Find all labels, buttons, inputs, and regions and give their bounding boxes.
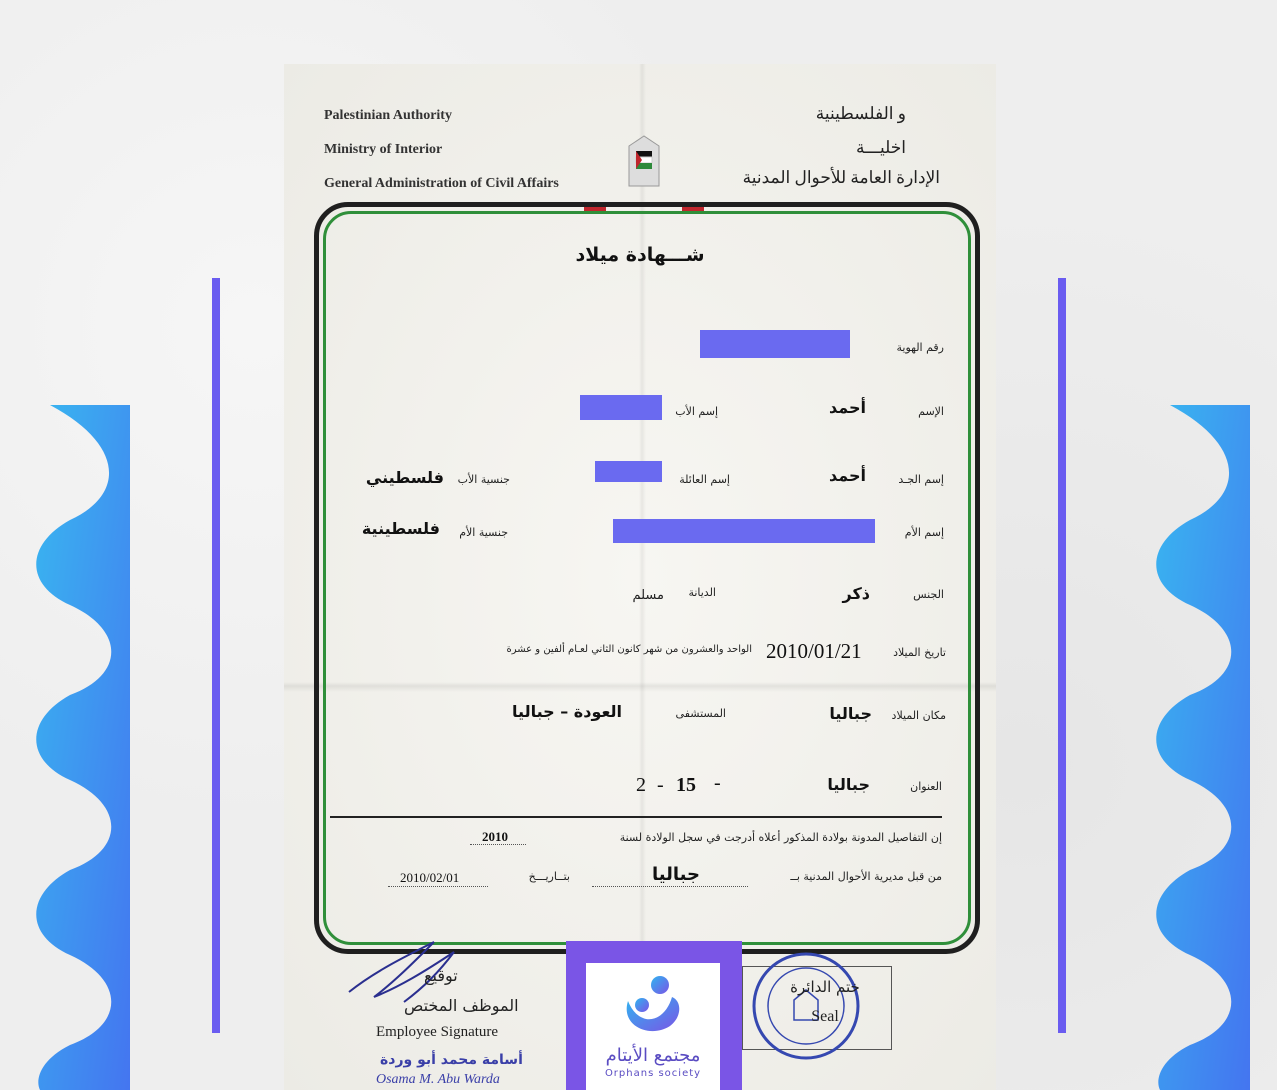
address-dash-2: -: [657, 774, 664, 796]
address-label: العنوان: [910, 780, 942, 793]
address-number-1: 15: [676, 774, 696, 796]
dob-value: 2010/01/21: [766, 639, 862, 663]
signature-en-label: Employee Signature: [376, 1024, 499, 1040]
id-redaction: [700, 330, 850, 358]
signature-ar-label: توقيع: [424, 966, 458, 985]
pob-label: مكان الميلاد: [891, 709, 946, 722]
seal-en-label: Seal: [811, 1008, 839, 1025]
signature-name-en: Osama M. Abu Warda: [376, 1072, 500, 1087]
statement-year: 2010: [482, 829, 508, 844]
grandfather-label: إسم الجـد: [898, 473, 944, 486]
left-accent-bar: [212, 278, 220, 1033]
mother-nat-label: جنسية الأم: [459, 526, 508, 539]
pob-value: جباليا: [829, 704, 872, 723]
father-redaction: [580, 395, 662, 420]
family-label: إسم العائلة: [679, 473, 730, 486]
header-en-line3: General Administration of Civil Affairs: [324, 176, 559, 191]
address-dash-1: -: [714, 772, 721, 794]
grandfather-value: أحمد: [829, 466, 866, 485]
hospital-value: العودة – جباليا: [512, 702, 622, 721]
birth-certificate: [284, 64, 996, 1090]
right-wave-decoration: [1150, 405, 1250, 1090]
father-nat-label: جنسية الأب: [457, 473, 510, 486]
gender-label: الجنس: [913, 588, 944, 601]
date-label: بتــاريـــخ: [528, 870, 570, 883]
religion-label: الديانة: [688, 586, 716, 599]
official-stamp-icon: [750, 950, 862, 1062]
logo-name-en: Orphans society: [604, 1068, 702, 1079]
header-en-line2: Ministry of Interior: [324, 142, 443, 157]
orphans-society-emblem-icon: [620, 971, 686, 1041]
gender-value: ذكر: [842, 584, 870, 603]
certificate-title: شـــهادة ميلاد: [575, 244, 705, 266]
religion-value: مسلم: [632, 588, 664, 603]
orphans-society-logo: [566, 941, 742, 1090]
header-en-line1: Palestinian Authority: [324, 108, 452, 123]
by-value: جباليا: [652, 864, 700, 885]
header-ar-line2: اخليـــة: [855, 138, 906, 157]
name-label: الإسم: [918, 405, 944, 418]
seal-ar-label: ختم الدائرة: [790, 978, 860, 996]
name-value: أحمد: [829, 398, 866, 417]
divider: [330, 816, 942, 818]
family-redaction: [595, 461, 662, 482]
logo-name-ar: مجتمع الأيتام: [605, 1045, 701, 1066]
header-ar-line3: الإدارة العامة للأحوال المدنية: [742, 168, 940, 187]
hospital-label: المستشفى: [675, 707, 726, 720]
mother-label: إسم الأم: [904, 526, 944, 539]
mother-redaction: [613, 519, 875, 543]
father-label: إسم الأب: [675, 405, 718, 418]
dob-words: الواحد والعشرون من شهر كانون الثاني لعـام ألفين و عشرة: [506, 644, 752, 655]
address-value: جباليا: [827, 775, 870, 794]
id-label: رقم الهوية: [896, 341, 944, 354]
signature-ar-title: الموظف المختص: [404, 996, 519, 1015]
mother-nat-value: فلسطينية: [361, 519, 440, 538]
father-nat-value: فلسطيني: [365, 468, 444, 487]
date-value: 2010/02/01: [400, 870, 460, 885]
address-number-2: 2: [636, 774, 646, 796]
statement-text: إن التفاصيل المدونة بولادة المذكور أعلاه أدرجت في سجل الولادة لسنة: [619, 831, 942, 844]
signature-name-ar: أسامة محمد أبو وردة: [380, 1052, 523, 1068]
right-accent-bar: [1058, 278, 1066, 1033]
by-label: من قبل مديرية الأحوال المدنية بــ: [790, 870, 942, 883]
dob-label: تاريخ الميلاد: [893, 646, 946, 659]
header-ar-line1: و الفلسطينية: [815, 104, 906, 123]
left-wave-decoration: [30, 405, 130, 1090]
